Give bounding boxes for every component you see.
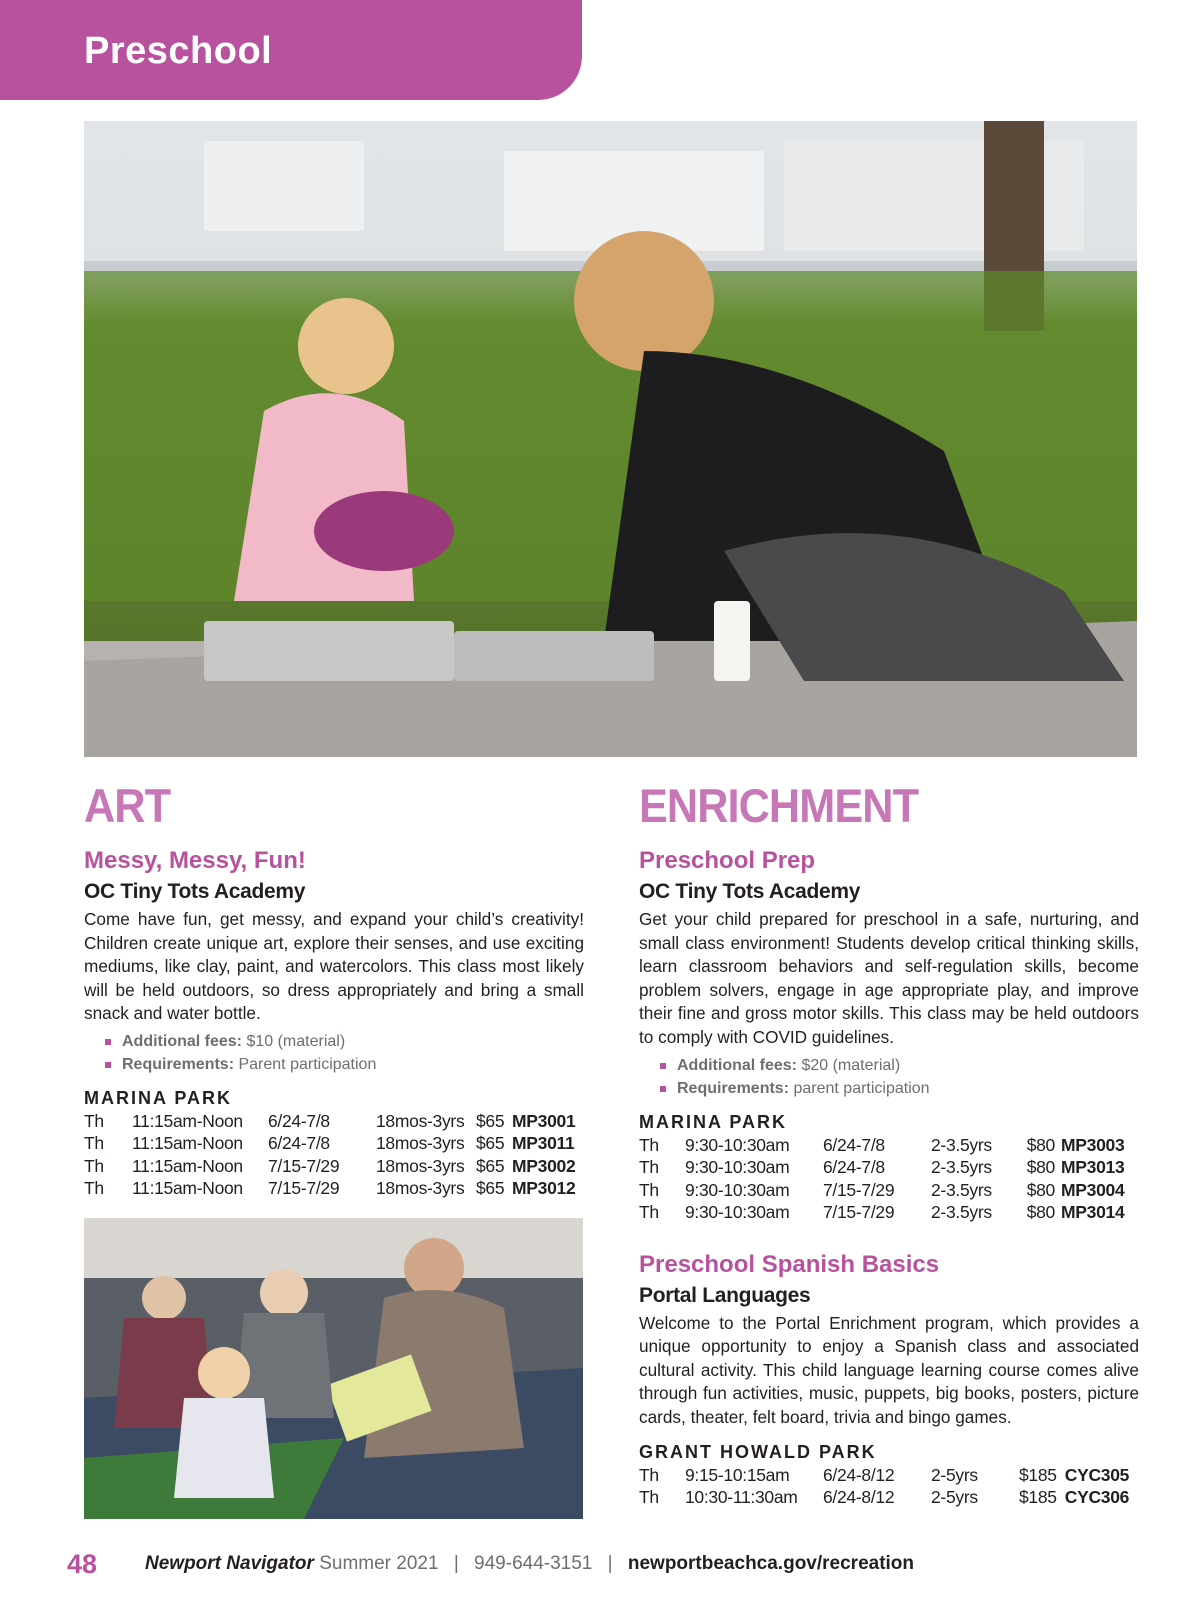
row-code: MP3001: [512, 1110, 576, 1131]
art-description: Come have fun, get messy, and expand your child’s creativity! Children create unique art, explore their senses, and use exciting mediums, like clay, paint, and watercolors. This class most likely will be held outdoors, so dress appropriately and bring a small snack and water bottle.: [84, 909, 584, 1024]
page-section-title: Preschool: [84, 30, 273, 72]
bullet-label: Additional fees:: [677, 1056, 798, 1074]
bullet-label: Requirements:: [677, 1079, 790, 1097]
row-day: Th: [639, 1179, 659, 1200]
art-provider: OC Tiny Tots Academy: [84, 880, 306, 903]
bottom-photo: [84, 1218, 583, 1519]
prep-fee-bullet: [639, 1054, 1139, 1077]
row-fee: $80: [1026, 1202, 1055, 1223]
art-requirements-bullet: [84, 1053, 584, 1076]
art-class-title: Messy, Messy, Fun!: [84, 847, 306, 874]
bullet-label: Additional fees:: [122, 1032, 243, 1050]
bullet-value: $10 (material): [242, 1032, 346, 1050]
row-day: Th: [639, 1202, 659, 1223]
row-time: 11:15am-Noon: [132, 1178, 243, 1199]
prep-location: MARINA PARK: [639, 1111, 787, 1132]
row-time: 11:15am-Noon: [132, 1133, 243, 1154]
art-fee-bullet: [84, 1030, 584, 1053]
table-row: [84, 1132, 584, 1155]
row-code: MP3003: [1061, 1134, 1125, 1155]
bullet-square-icon: [660, 1086, 666, 1092]
table-row: [639, 1134, 1139, 1157]
art-bullets: [84, 1030, 584, 1076]
row-dates: 6/24-7/8: [268, 1133, 330, 1154]
row-fee: $65: [476, 1110, 505, 1131]
publication-name: Newport Navigator: [145, 1553, 314, 1574]
row-fee: $80: [1026, 1179, 1055, 1200]
row-age: 2-3.5yrs: [931, 1157, 992, 1178]
row-age: 18mos-3yrs: [376, 1133, 465, 1154]
row-time: 9:15-10:15am: [685, 1464, 790, 1485]
row-dates: 7/15-7/29: [268, 1178, 340, 1199]
spanish-schedule-table: [639, 1464, 1139, 1509]
row-age: 2-5yrs: [931, 1464, 978, 1485]
footer-separator: |: [453, 1553, 459, 1574]
row-day: Th: [639, 1464, 659, 1485]
row-code: MP3004: [1061, 1179, 1125, 1200]
bullet-value: Parent participation: [234, 1055, 377, 1073]
row-time: 9:30-10:30am: [685, 1134, 790, 1155]
table-row: [639, 1464, 1139, 1487]
prep-schedule-table: [639, 1134, 1139, 1224]
row-time: 11:15am-Noon: [132, 1155, 243, 1176]
row-fee: $80: [1026, 1134, 1055, 1155]
row-age: 18mos-3yrs: [376, 1178, 465, 1199]
row-day: Th: [639, 1157, 659, 1178]
table-row: [639, 1201, 1139, 1224]
table-row: [84, 1110, 584, 1133]
spanish-location: GRANT HOWALD PARK: [639, 1441, 877, 1462]
bullet-square-icon: [105, 1039, 111, 1045]
row-fee: $65: [476, 1155, 505, 1176]
row-time: 9:30-10:30am: [685, 1157, 790, 1178]
art-location: MARINA PARK: [84, 1087, 232, 1108]
row-dates: 6/24-7/8: [268, 1110, 330, 1131]
row-dates: 6/24-7/8: [823, 1157, 885, 1178]
table-row: [639, 1179, 1139, 1202]
spanish-class-title: Preschool Spanish Basics: [639, 1250, 940, 1278]
spanish-description: Welcome to the Portal Enrichment program, which provides a unique opportunity to enjoy a Spanish class and associated cultural activity. This child language learning course comes alive through fun activities, music, puppets, big books, posters, picture cards, theater, felt board, trivia and bingo games.: [639, 1312, 1139, 1427]
reading-photo-illustration: [84, 1218, 583, 1519]
season: Summer 2021: [313, 1553, 439, 1574]
art-schedule-table: [84, 1110, 584, 1200]
row-code: MP3013: [1061, 1157, 1125, 1178]
row-dates: 6/24-7/8: [823, 1134, 885, 1155]
row-code: CYC306: [1064, 1487, 1130, 1508]
top-photo: [84, 121, 1137, 757]
prep-description: Get your child prepared for preschool in a safe, nurturing, and small class environment! Students develop critical thinking skills, learn classroom behaviors and self-regulation skills, become problem solvers, engage in age appropriate play, and improve their fine and gross motor skills. This class may be held outdoors to comply with COVID guidelines.: [639, 909, 1139, 1047]
row-age: 2-3.5yrs: [931, 1134, 992, 1155]
spanish-provider: Portal Languages: [639, 1283, 811, 1307]
row-time: 9:30-10:30am: [685, 1179, 790, 1200]
row-time: 10:30-11:30am: [685, 1487, 798, 1508]
prep-bullets: [639, 1054, 1139, 1100]
bullet-value: parent participation: [789, 1079, 930, 1097]
row-age: 2-3.5yrs: [931, 1202, 992, 1223]
row-age: 18mos-3yrs: [376, 1110, 465, 1131]
row-age: 2-5yrs: [931, 1487, 978, 1508]
row-code: MP3014: [1061, 1202, 1125, 1223]
footer-text: [145, 1546, 914, 1582]
row-day: Th: [84, 1155, 104, 1176]
row-fee: $65: [476, 1133, 505, 1154]
art-column: [84, 780, 584, 1200]
enrichment-column: [639, 780, 1139, 1509]
row-dates: 7/15-7/29: [823, 1179, 895, 1200]
row-day: Th: [639, 1487, 659, 1508]
row-dates: 6/24-8/12: [823, 1464, 895, 1485]
table-row: [639, 1156, 1139, 1179]
row-time: 11:15am-Noon: [132, 1110, 243, 1131]
row-day: Th: [639, 1134, 659, 1155]
table-row: [639, 1486, 1139, 1509]
row-day: Th: [84, 1133, 104, 1154]
row-age: 2-3.5yrs: [931, 1179, 992, 1200]
bullet-label: Requirements:: [122, 1055, 235, 1073]
table-row: [84, 1177, 584, 1200]
row-time: 9:30-10:30am: [685, 1202, 790, 1223]
prep-provider: OC Tiny Tots Academy: [639, 880, 861, 903]
row-dates: 7/15-7/29: [268, 1155, 340, 1176]
page-footer: [67, 1546, 1167, 1582]
phone-number: 949-644-3151: [474, 1553, 593, 1574]
row-fee: $185: [1019, 1487, 1057, 1508]
section-header-tab: [0, 0, 582, 100]
row-age: 18mos-3yrs: [376, 1155, 465, 1176]
bullet-value: $20 (material): [797, 1056, 901, 1074]
bullet-square-icon: [660, 1063, 666, 1069]
table-row: [84, 1155, 584, 1178]
row-dates: 6/24-8/12: [823, 1487, 895, 1508]
crafts-photo-illustration: [84, 121, 1137, 757]
website-link[interactable]: newportbeachca.gov/recreation: [627, 1553, 915, 1574]
row-dates: 7/15-7/29: [823, 1202, 895, 1223]
row-day: Th: [84, 1110, 104, 1131]
row-day: Th: [84, 1178, 104, 1199]
footer-separator: |: [607, 1553, 613, 1574]
row-fee: $185: [1019, 1464, 1057, 1485]
enrichment-section-title: ENRICHMENT: [639, 779, 919, 832]
row-code: CYC305: [1064, 1464, 1130, 1485]
row-code: MP3012: [512, 1178, 576, 1199]
bullet-square-icon: [105, 1062, 111, 1068]
row-code: MP3002: [512, 1155, 576, 1176]
page-number: 48: [67, 1549, 98, 1579]
row-fee: $80: [1026, 1157, 1055, 1178]
spacer: [639, 1224, 1139, 1250]
prep-class-title: Preschool Prep: [639, 847, 816, 874]
row-fee: $65: [476, 1178, 505, 1199]
prep-requirements-bullet: [639, 1077, 1139, 1100]
row-code: MP3011: [512, 1133, 575, 1154]
art-section-title: ART: [84, 779, 171, 832]
